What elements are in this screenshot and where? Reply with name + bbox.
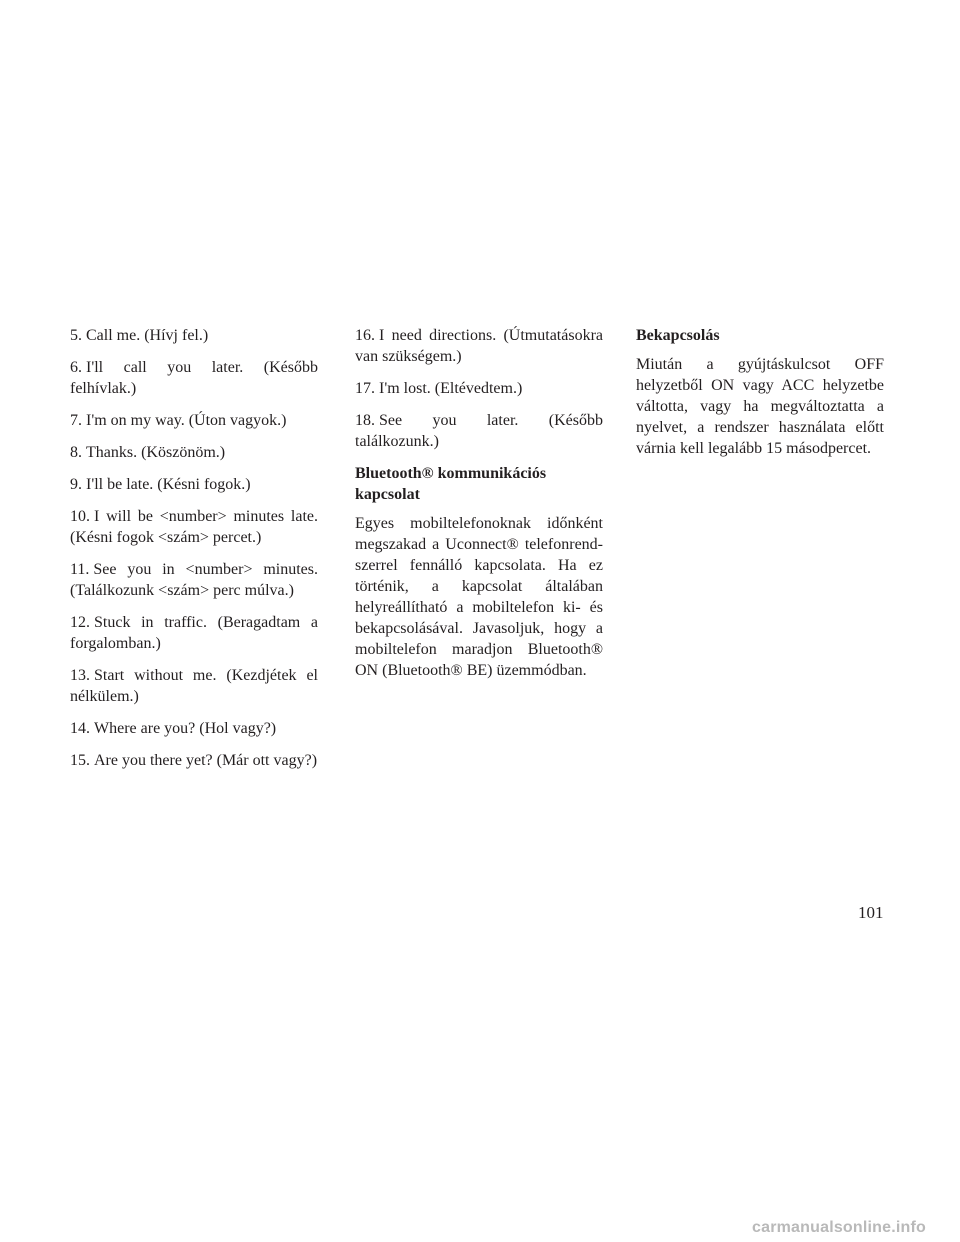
list-item: 14. Where are you? (Hol vagy?) — [70, 720, 277, 737]
list-item: 15. Are you there yet? (Már ott vagy?) — [70, 752, 318, 769]
page-number: 101 — [858, 903, 884, 922]
list-item: 18. See you later. (Később találkozunk.) — [355, 412, 603, 450]
list-item: 7. I'm on my way. (Úton vagyok.) — [70, 412, 287, 429]
list-item: 16. I need directions. (Útmutatásokra van szükségem.) — [355, 327, 603, 365]
middle-column — [355, 325, 603, 692]
list-item: 17. I'm lost. (Eltévedtem.) — [355, 380, 523, 397]
left-column — [70, 325, 318, 782]
list-item: 9. I'll be late. (Késni fogok.) — [70, 476, 251, 493]
section-heading-bluetooth: Bluetooth® kommunikációs kapcsolat — [355, 465, 547, 503]
list-item: 10. I will be <number> minutes late. (Késni fogok <szám> percet.) — [70, 508, 318, 546]
list-item: 6. I'll call you later. (Később felhívlak.) — [70, 359, 318, 397]
list-item: 8. Thanks. (Köszönöm.) — [70, 444, 226, 461]
watermark: carmanualsonline.info — [752, 1219, 927, 1236]
list-item: 12. Stuck in traffic. (Beragadtam a forgalomban.) — [70, 614, 318, 652]
list-item: 5. Call me. (Hívj fel.) — [70, 327, 209, 344]
list-item: 13. Start without me. (Kezdjétek el nélkülem.) — [70, 667, 318, 705]
bluetooth-paragraph: Egyes mobiltelefonoknak időnként megszakad a Uconnect® telefonrendszerrel fennálló kapcsolata. Ha ez történik, a kapcsolat általában helyreállítható a mobiltelefon ki- és bekapcsolásával. Javasoljuk, hogy a mobiltelefon maradjon Bluetooth® ON (Bluetooth® BE) üzemmódban. — [355, 515, 603, 679]
list-item: 11. See you in <number> minutes. (Találkozunk <szám> perc múlva.) — [70, 561, 318, 599]
section-heading-power-on: Bekapcsolás — [636, 327, 720, 344]
power-on-paragraph: Miután a gyújtáskulcsot OFF helyzetből ON vagy ACC helyzetbe váltotta, vagy ha megváltoztatta a nyelvet, a rendszer használata előtt várnia kell legalább 15 másodpercet. — [636, 356, 884, 457]
right-column — [636, 325, 884, 470]
